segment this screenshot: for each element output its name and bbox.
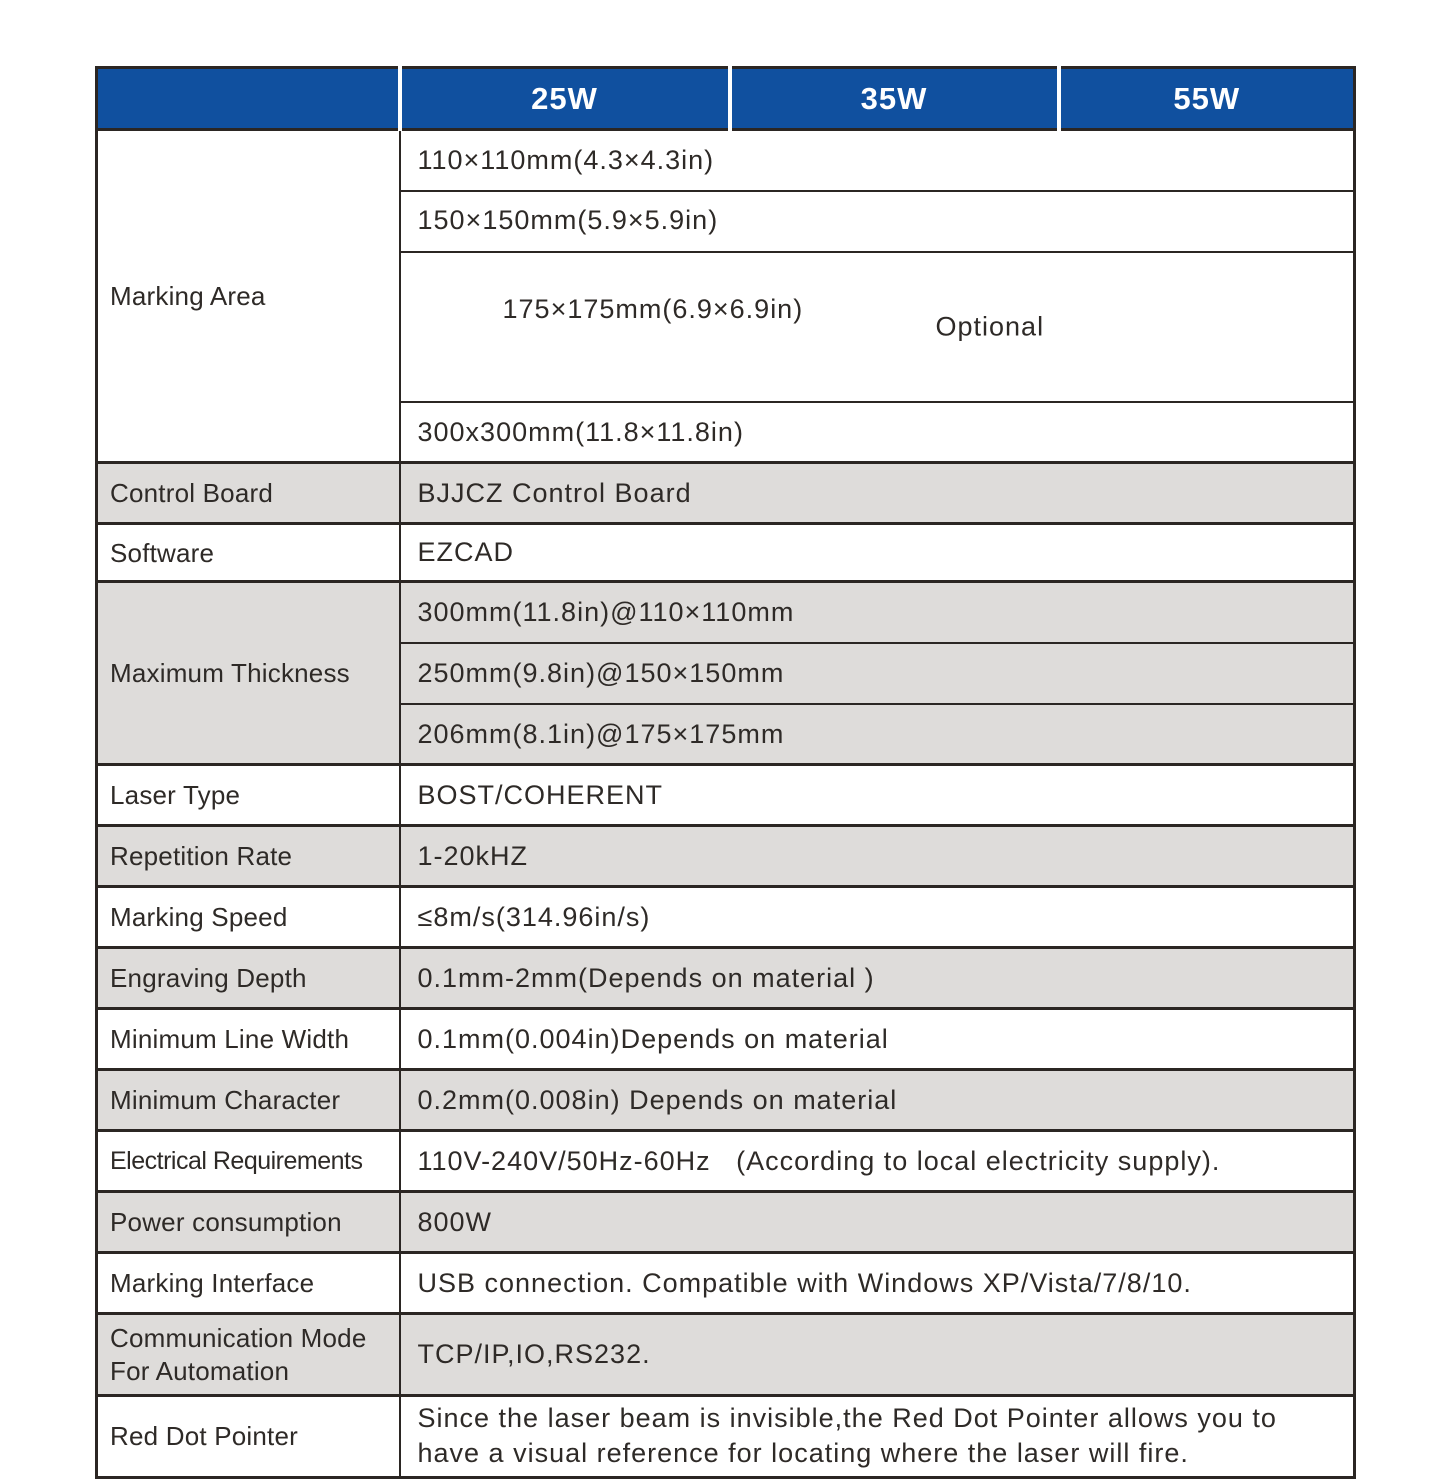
row-label-software: Software: [97, 524, 400, 582]
row-repetition-rate: [97, 826, 1355, 887]
row-value-minimum-line-width: 0.1mm(0.004in)Depends on material: [400, 1009, 1355, 1070]
row-software: [97, 524, 1355, 582]
row-label-repetition-rate: Repetition Rate: [97, 826, 400, 887]
row-red-dot-pointer: [97, 1396, 1355, 1477]
row-power-consumption: [97, 1192, 1355, 1253]
row-marking-area: [97, 130, 1355, 191]
row-electrical-requirements: [97, 1131, 1355, 1192]
row-value-marking-interface: USB connection. Compatible with Windows XP/Vista/7/8/10.: [400, 1253, 1355, 1314]
row-value-repetition-rate: 1-20kHZ: [400, 826, 1355, 887]
row-value-engraving-depth: 0.1mm-2mm(Depends on material ): [400, 948, 1355, 1009]
row-label-marking-area: Marking Area: [97, 130, 400, 463]
row-label-maximum-thickness: Maximum Thickness: [97, 582, 400, 765]
row-value-laser-type: BOST/COHERENT: [400, 765, 1355, 826]
header-cell-35w: 35W: [730, 68, 1059, 130]
row-value-red-dot-pointer: Since the laser beam is invisible,the Red Dot Pointer allows you to have a visual reference for locating where the laser will fire.: [400, 1396, 1355, 1477]
row-value-power-consumption: 800W: [400, 1192, 1355, 1253]
header-row: [97, 68, 1355, 130]
marking-area-size-2: 150×150mm(5.9×5.9in): [400, 191, 1355, 252]
header-cell-25w: 25W: [400, 68, 730, 130]
row-label-electrical-requirements: Electrical Requirements: [97, 1131, 400, 1192]
row-marking-interface: [97, 1253, 1355, 1314]
row-marking-speed: [97, 887, 1355, 948]
row-label-minimum-character: Minimum Character: [97, 1070, 400, 1131]
row-label-marking-speed: Marking Speed: [97, 887, 400, 948]
row-control-board: [97, 463, 1355, 524]
row-label-marking-interface: Marking Interface: [97, 1253, 400, 1314]
maximum-thickness-2: 250mm(9.8in)@150×150mm: [400, 643, 1355, 704]
row-label-laser-type: Laser Type: [97, 765, 400, 826]
row-label-engraving-depth: Engraving Depth: [97, 948, 400, 1009]
row-minimum-line-width: [97, 1009, 1355, 1070]
row-value-minimum-character: 0.2mm(0.008in) Depends on material: [400, 1070, 1355, 1131]
spec-table: [95, 66, 1356, 1479]
marking-area-size-3-text: 175×175mm(6.9×6.9in): [502, 293, 804, 324]
optional-note: Optional: [935, 311, 1045, 342]
row-label-control-board: Control Board: [97, 463, 400, 524]
row-label-red-dot-pointer: Red Dot Pointer: [97, 1396, 400, 1477]
header-cell-55w: 55W: [1059, 68, 1355, 130]
row-value-marking-speed: ≤8m/s(314.96in/s): [400, 887, 1355, 948]
row-label-communication-mode: Communication Mode For Automation: [97, 1314, 400, 1396]
row-communication-mode: [97, 1314, 1355, 1396]
header-corner-cell: [97, 68, 400, 130]
row-value-communication-mode: TCP/IP,IO,RS232.: [400, 1314, 1355, 1396]
marking-area-size-3: [400, 252, 1355, 402]
row-label-minimum-line-width: Minimum Line Width: [97, 1009, 400, 1070]
row-value-software: EZCAD: [400, 524, 1355, 582]
row-maximum-thickness: [97, 582, 1355, 643]
row-engraving-depth: [97, 948, 1355, 1009]
row-label-power-consumption: Power consumption: [97, 1192, 400, 1253]
marking-area-size-1: 110×110mm(4.3×4.3in): [400, 130, 1355, 191]
maximum-thickness-1: 300mm(11.8in)@110×110mm: [400, 582, 1355, 643]
marking-area-size-4: 300x300mm(11.8×11.8in): [400, 402, 1355, 463]
row-value-electrical-requirements: 110V-240V/50Hz-60Hz (According to local electricity supply).: [400, 1131, 1355, 1192]
row-value-control-board: BJJCZ Control Board: [400, 463, 1355, 524]
row-laser-type: [97, 765, 1355, 826]
row-minimum-character: [97, 1070, 1355, 1131]
maximum-thickness-3: 206mm(8.1in)@175×175mm: [400, 704, 1355, 765]
